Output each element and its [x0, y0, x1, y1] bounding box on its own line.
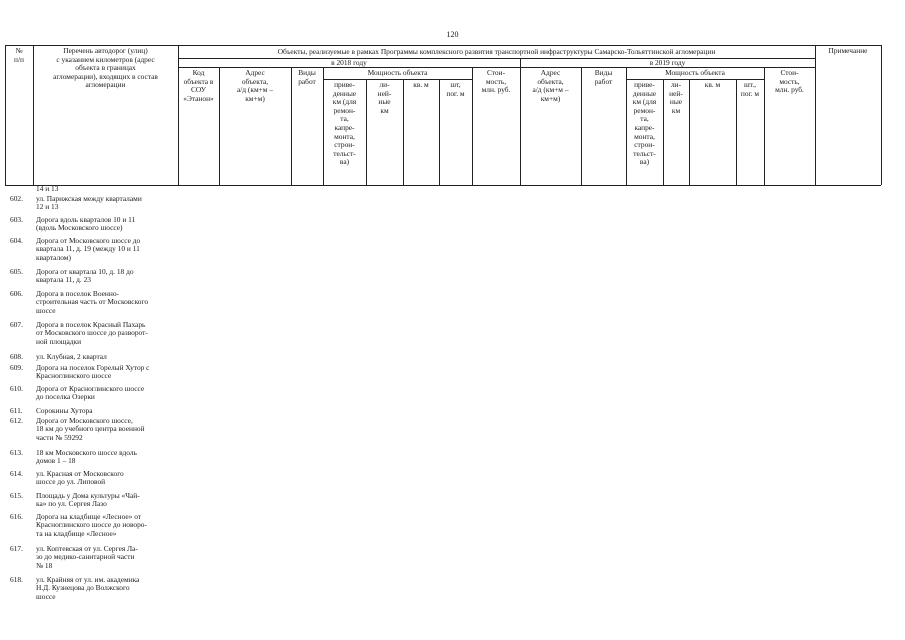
row-text: 14 и 13	[36, 184, 59, 193]
linear-km-header: ли- ней- ные км	[377, 81, 392, 115]
col-number-header: № п/п	[14, 47, 24, 64]
row-text: ул. Парижская между кварталами 12 и 13	[36, 194, 142, 212]
row-number: 617.	[10, 544, 23, 553]
header-top-border	[5, 45, 881, 46]
capacity-2019-header: Мощность объекта	[665, 69, 725, 77]
header-capacity-2018-border	[323, 79, 472, 80]
capacity-header: Мощность объекта	[367, 69, 428, 77]
row-text: Дорога от Московского шоссе до квартала 11, д. 19 (между 10 и 11 кварталом)	[36, 236, 141, 262]
address-header: Адрес объекта, a/д (км+м – км+м)	[236, 69, 274, 103]
row-text: ул. Красная от Московского шоссе до ул. Липовой	[36, 469, 124, 487]
row-number: 606.	[10, 289, 23, 298]
col-roads-header: Перечень автодорог (улиц) с указанием километров (адрес объекта в границах агломерации), входящих в состав агломерации	[53, 47, 158, 90]
cost-2019-header: Стои- мость, млн. руб.	[775, 69, 804, 95]
reduced-km-2019-header: приве- денные км (для ремон- та, капре- монта, строи- тельст- ва)	[632, 81, 657, 167]
page-number: 120	[446, 30, 459, 39]
row-number: 614.	[10, 469, 23, 478]
row-text: Площадь у Дома культуры «Чай- ка» по ул. Сергея Лазо	[36, 491, 140, 509]
col-objects-header: Объекты, реализуемые в рамках Программы комплексного развития транспортной инфраструктуры Самарско-Тольяттинской агломерации	[277, 48, 716, 56]
row-text: ул. Коптевская от ул. Сергея Ла- зо до медико-санитарной части № 18	[36, 544, 138, 570]
row-text: Дорога от квартала 10, д. 18 до квартала 11, д. 23	[36, 267, 134, 285]
works-2019-header: Виды работ	[594, 69, 613, 86]
row-number: 609.	[10, 363, 23, 372]
pieces-2019-header: шт., пог. м	[740, 81, 760, 98]
row-text: 18 км Московского шоссе вдоль домов 1 – 18	[36, 448, 137, 466]
row-number: 618.	[10, 575, 23, 584]
row-number: 608.	[10, 352, 23, 361]
vline	[689, 79, 690, 185]
row-text: Дорога на кладбище «Лесное» от Красноглинского шоссе до новоро- та на кладбище «Лесное»	[36, 512, 147, 538]
vline	[5, 45, 6, 185]
row-number: 603.	[10, 215, 23, 224]
row-text: Дорога на поселок Горелый Хутор с Красноглинского шоссе	[36, 363, 150, 381]
year-2018-header: в 2018 году	[331, 59, 367, 67]
reduced-km-header: приве- денные км (для ремон- та, капре- монта, строи- тельст- ва)	[332, 81, 357, 167]
row-number: 607.	[10, 320, 23, 329]
linear-km-2019-header: ли- ней- ные км	[669, 81, 683, 115]
row-text: Дорога от Московского шоссе, 18 км до учебного центра военной части № 59292	[36, 416, 145, 442]
sqm-2019-header: кв. м	[704, 81, 721, 89]
row-text: Дорога в поселок Красный Пахарь от Московского шоссе до разворот- ной площадки	[36, 320, 148, 346]
row-number: 610.	[10, 384, 23, 393]
row-number: 613.	[10, 448, 23, 457]
row-text: Дорога от Красноглинского шоссе до поселка Озерки	[36, 384, 145, 402]
vline	[815, 45, 816, 185]
row-text: Сорокины Хутора	[36, 406, 93, 415]
row-text: Дорога вдоль кварталов 10 и 11 (вдоль Московского шоссе)	[36, 215, 136, 233]
row-number: 604.	[10, 236, 23, 245]
pieces-header: шт, пог. м	[446, 81, 465, 98]
row-number: 612.	[10, 416, 23, 425]
works-header: Виды работ	[298, 69, 316, 86]
row-number: 602.	[10, 194, 23, 203]
sqm-header: кв. м	[413, 81, 429, 89]
row-number: 605.	[10, 267, 23, 276]
row-number: 616.	[10, 512, 23, 521]
code-header: Код объекта в СОУ «Этанон»	[183, 69, 214, 103]
row-text: ул. Клубная, 2 квартал	[36, 352, 107, 361]
header-capacity-2019-border	[626, 79, 764, 80]
address-2019-header: Адрес объекта, a/д (км+м – км+м)	[532, 69, 569, 103]
vline	[403, 79, 404, 185]
vline	[881, 45, 882, 185]
row-number: 611.	[10, 406, 23, 415]
row-text: ул. Крайняя от ул. им. академика Н.Д. Кузнецова до Волжского шоссе	[36, 575, 140, 601]
year-2019-header: в 2019 году	[649, 59, 686, 67]
row-text: Дорога в поселок Военно- строительная часть от Московского шоссе	[36, 289, 149, 315]
col-note-header: Примечание	[828, 47, 868, 55]
cost-header: Стои- мость, млн. руб.	[481, 69, 511, 95]
row-number: 615.	[10, 491, 23, 500]
